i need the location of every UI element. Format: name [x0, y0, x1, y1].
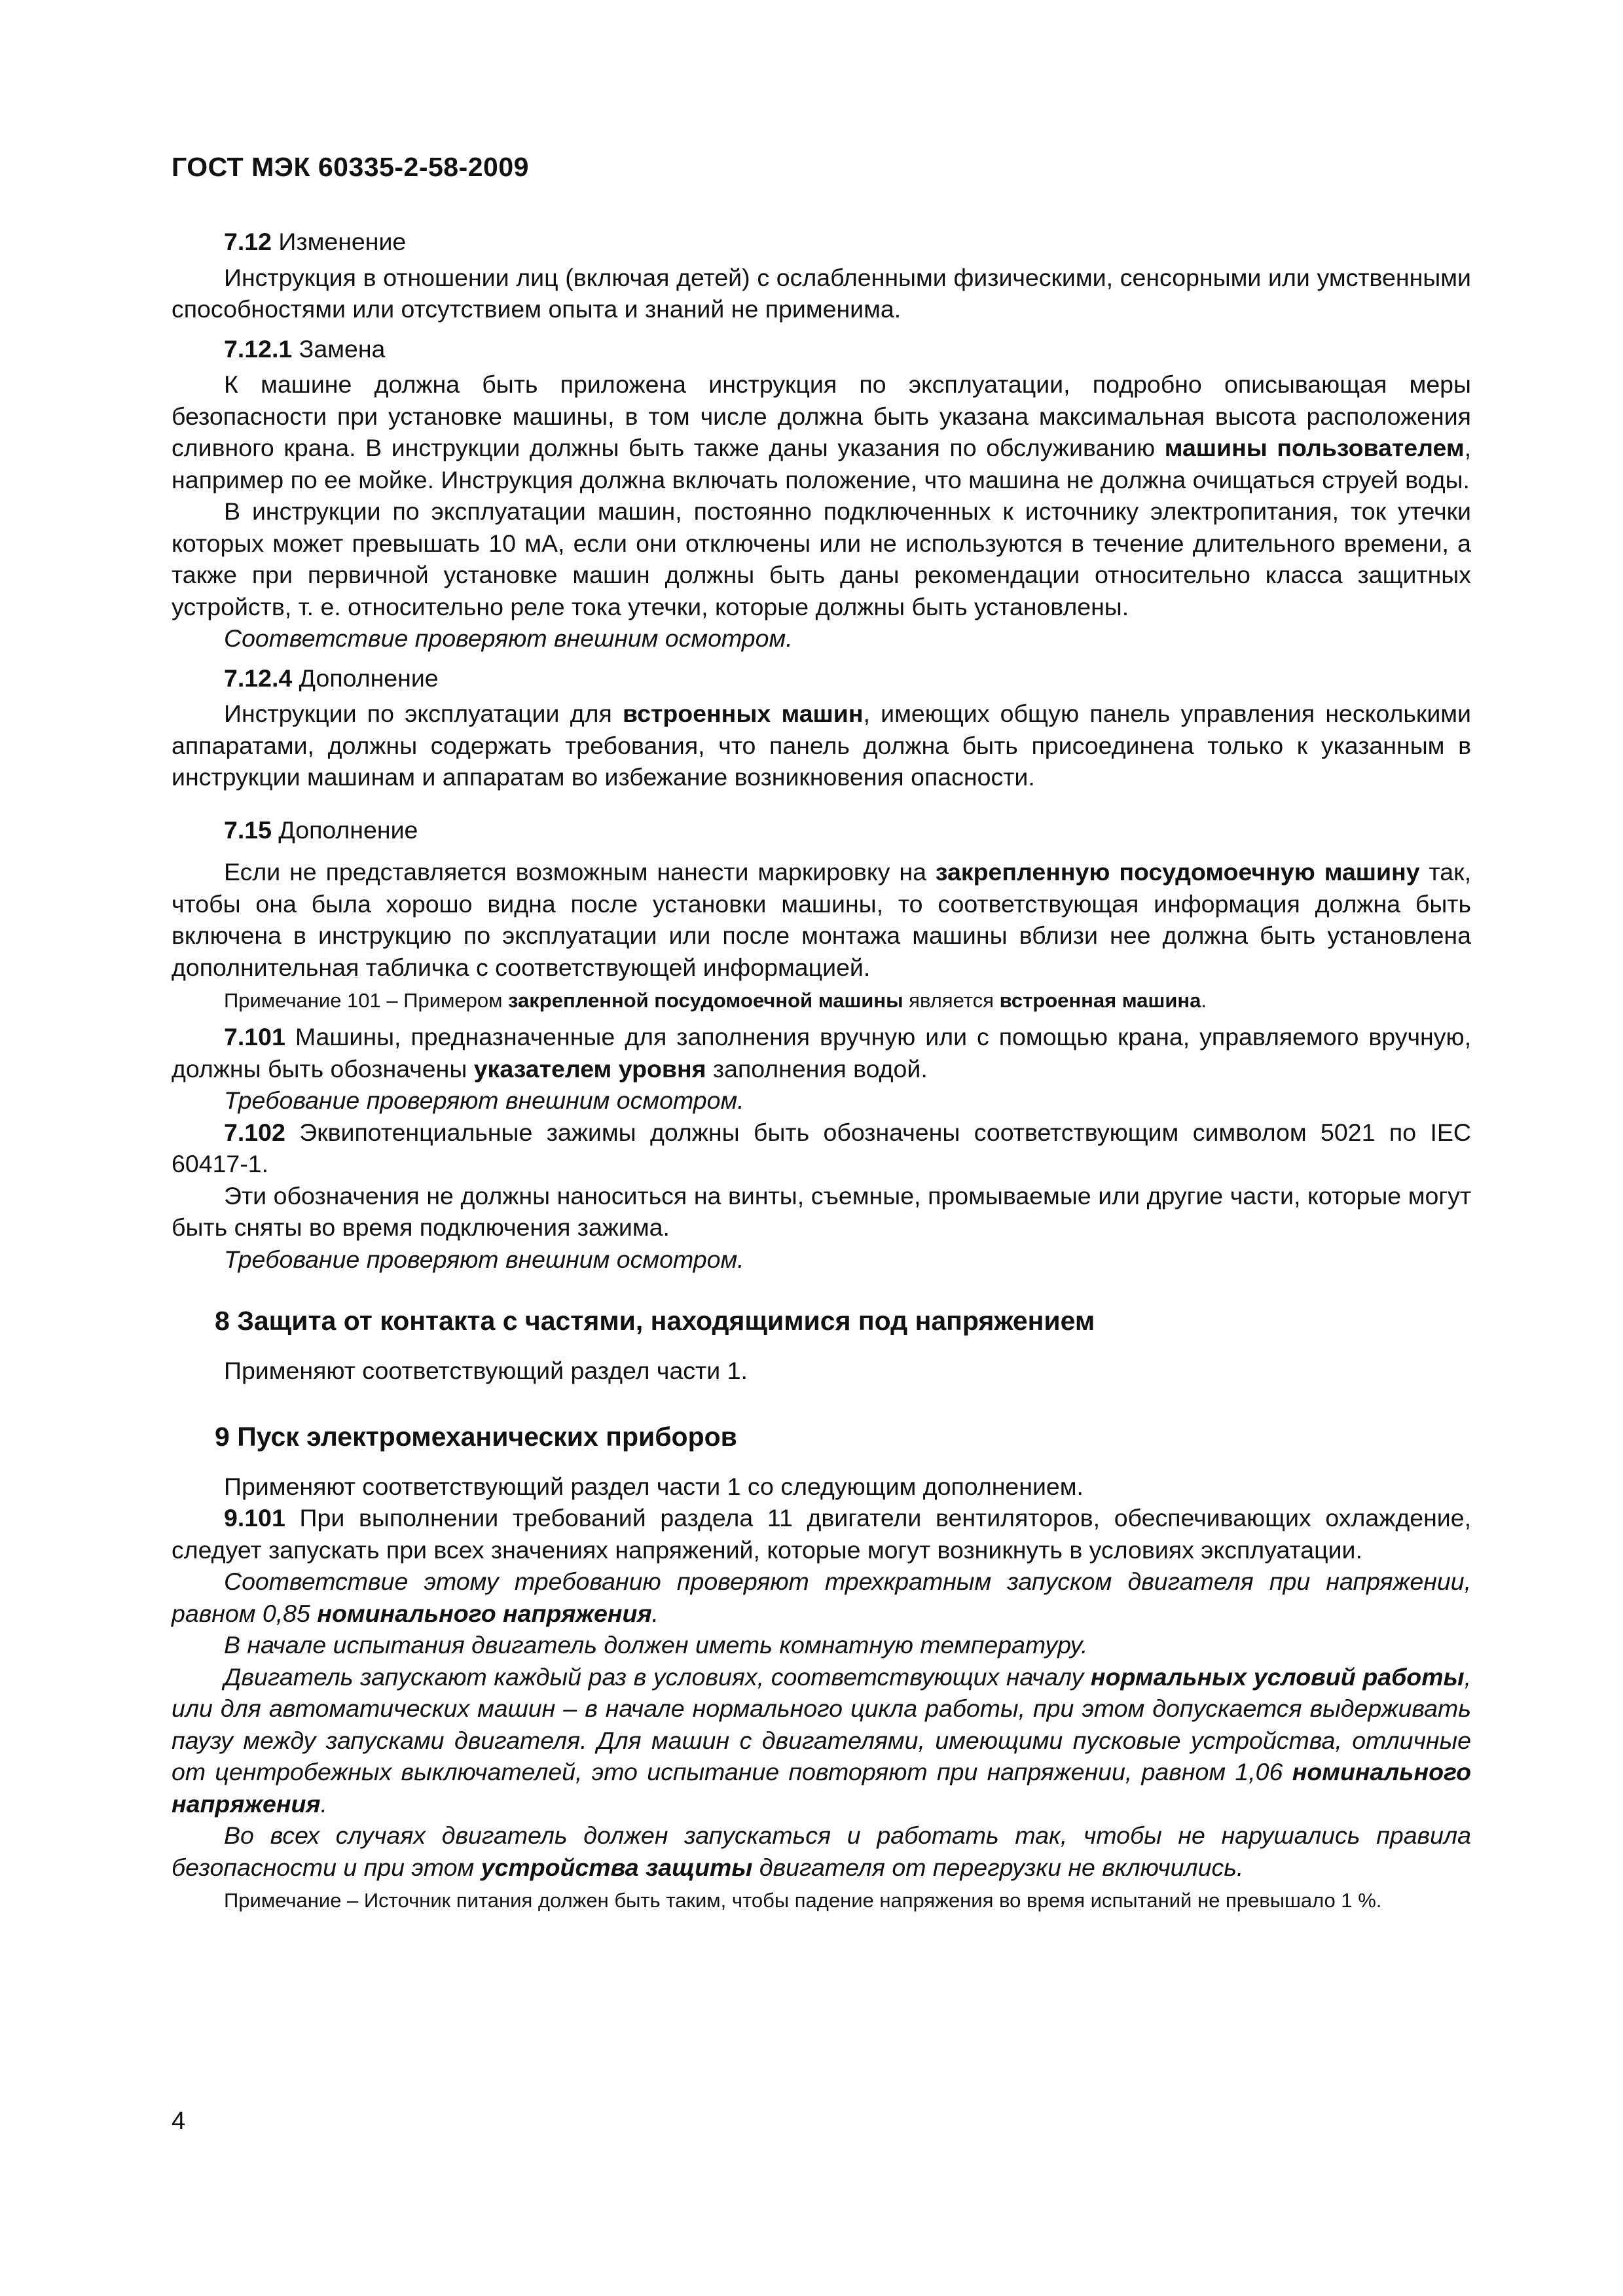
text-run: , или для автоматических машин – в начале нормального цикла работы, при этом допускается выдерживать паузу между запусками двигателя. Для машин с двигателями, имеющими пусковые устройства, отличные от центробежных выключателей, это испытание повторяют при напряжении, равном 1,06	[172, 1662, 1471, 1785]
text-run: так, чтобы она была хорошо видна после установки машины, то соответствующая информация должна быть включена в инструкцию по эксплуатации или после монтажа машины вблизи нее должна быть установлена дополнительная табличка с соответствующей информацией.	[172, 858, 1471, 981]
compliance-check: Требование проверяют внешним осмотром.	[224, 1086, 744, 1114]
clause-7-12-text: Инструкция в отношении лиц (включая детей) с ослабленными физическими, сенсорными или умственными способностями или отсутствием опыта и знаний не применима.	[172, 263, 1471, 323]
section-8-heading: 8 Защита от контакта с частями, находящимися под напряжением	[215, 1306, 1095, 1336]
clause-7-15-text	[172, 856, 1471, 983]
text-run: двигателя от перегрузки не включились.	[752, 1853, 1244, 1881]
clause-7-12-1-heading	[172, 333, 1471, 365]
text-run: Машины, предназначенные для заполнения вручную или с помощью крана, управляемого вручную, должны быть обозначены	[172, 1023, 1471, 1083]
test-procedure-3	[172, 1661, 1471, 1820]
defined-term: номинального напряжения	[172, 1758, 1471, 1818]
note-101	[172, 987, 1471, 1014]
document-header: ГОСТ МЭК 60335-2-58-2009	[172, 152, 529, 182]
clause-7-12-4-heading	[172, 662, 1471, 694]
defined-term: указателем уровня	[473, 1054, 706, 1083]
page-number: 4	[172, 2108, 186, 2135]
compliance-check: Требование проверяют внешним осмотром.	[224, 1245, 744, 1273]
text-run: Эквипотенциальные зажимы должны быть обозначены соответствующим символом 5021 по IEC 60417-1.	[172, 1118, 1471, 1177]
text-run: .	[1201, 989, 1207, 1012]
clause-number: 9.101	[224, 1504, 285, 1532]
clause-7-12-1-paragraph-2: В инструкции по эксплуатации машин, постоянно подключенных к источнику электропитания, ток утечки которых может превышать 10 мА, если они отключены или не используются в течение длительного времени, а также при первичной установке машин должны быть даны рекомендации относительно класса защитных устройств, т. е. относительно реле тока утечки, которые должны быть установлены.	[172, 497, 1471, 620]
clause-7-101-text	[172, 1021, 1471, 1085]
defined-term: номинального напряжения	[317, 1599, 652, 1627]
section-8-text: Применяют соответствующий раздел части 1.	[224, 1357, 748, 1384]
text-run: Соответствие этому требованию проверяют трехкратным запуском двигателя при напряжении, равном 0,85	[172, 1568, 1471, 1627]
clause-7-15-heading	[172, 814, 1471, 846]
clause-number: 7.102	[224, 1118, 285, 1146]
clause-number: 7.12.1	[224, 334, 293, 363]
defined-term: встроенная машина	[999, 989, 1201, 1012]
text-run: К машине должна быть приложена инструкция по эксплуатации, подробно описывающая меры безопасности при установке машины, в том числе должна быть указана максимальная высота расположения сливного крана. В инструкции должны быть также даны указания по обслуживанию	[172, 370, 1471, 461]
defined-term: закрепленную посудомоечную машину	[935, 858, 1420, 886]
test-procedure-1	[172, 1566, 1471, 1629]
defined-term: закрепленной посудомоечной машины	[508, 989, 903, 1012]
text-run: Во всех случаях двигатель должен запускаться и работать так, чтобы не нарушались правила безопасности и при этом	[172, 1821, 1471, 1881]
section-9-heading: 9 Пуск электромеханических приборов	[215, 1421, 737, 1452]
test-procedure-2: В начале испытания двигатель должен иметь комнатную температуру.	[224, 1631, 1088, 1659]
text-run: Двигатель запускают каждый раз в условиях, соответствующих началу	[224, 1662, 1091, 1691]
clause-number: 7.15	[224, 816, 272, 844]
clause-7-12-4-text	[172, 698, 1471, 793]
text-run: Если не представляется возможным нанести маркировку на	[224, 858, 936, 886]
clause-title: Замена	[292, 334, 386, 363]
test-procedure-4	[172, 1820, 1471, 1883]
text-run: является	[903, 989, 1000, 1012]
clause-7-12-heading	[172, 226, 1471, 258]
defined-term: встроенных машин	[623, 700, 864, 727]
clause-7-12-1-paragraph-1	[172, 368, 1471, 495]
text-run: заполнения водой.	[706, 1054, 928, 1083]
clause-9-101-text	[172, 1502, 1471, 1566]
section-9-intro: Применяют соответствующий раздел части 1 со следующим дополнением.	[224, 1472, 1084, 1500]
clause-title: Дополнение	[292, 664, 439, 692]
clause-7-102-paragraph-2: Эти обозначения не должны наноситься на винты, съемные, промываемые или другие части, которые могут быть сняты во время подключения зажима.	[172, 1181, 1471, 1241]
section-9-note: Примечание – Источник питания должен быть таким, чтобы падение напряжения во время испытаний не превышало 1 %.	[224, 1889, 1382, 1912]
defined-term: устройства защиты	[481, 1853, 753, 1881]
text-run: , например по ее мойке. Инструкция должна включать положение, что машина не должна очищаться струей воды.	[172, 434, 1471, 493]
defined-term: машины пользователем	[1164, 434, 1465, 461]
clause-number: 7.12.4	[224, 664, 293, 692]
clause-7-102-text	[172, 1117, 1471, 1180]
text-run: , имеющих общую панель управления несколькими аппаратами, должны содержать требования, что панель должна быть присоединена только к указанным в инструкции машинам и аппаратам во избежание возникновения опасности.	[172, 700, 1472, 791]
clause-number: 7.101	[224, 1023, 285, 1050]
document-body	[172, 226, 1471, 1921]
text-run: При выполнении требований раздела 11 двигатели вентиляторов, обеспечивающих охлаждение, следует запускать при всех значениях напряжений, которые могут возникнуть в условиях эксплуатации.	[172, 1504, 1471, 1564]
text-run: Инструкции по эксплуатации для	[224, 700, 623, 727]
text-run: .	[651, 1599, 659, 1627]
text-run: .	[320, 1789, 327, 1818]
compliance-check: Соответствие проверяют внешним осмотром.	[224, 624, 793, 652]
clause-number: 7.12	[224, 228, 272, 255]
text-run: Примечание 101 – Примером	[224, 989, 509, 1012]
clause-title: Дополнение	[272, 816, 418, 844]
clause-title: Изменение	[272, 228, 407, 255]
defined-term: нормальных условий работы	[1090, 1662, 1465, 1691]
